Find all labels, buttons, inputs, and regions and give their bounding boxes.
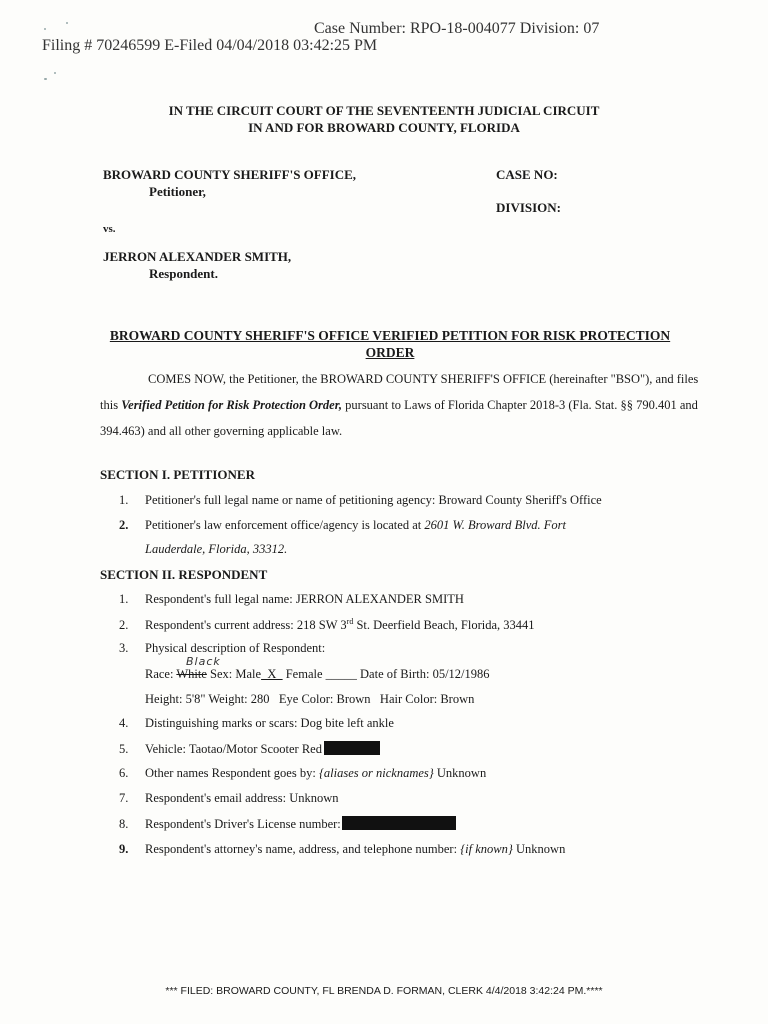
item-text: Petitioner's law enforcement office/agency is located at [145,518,425,532]
item-text: Respondent's attorney's name, address, and telephone number: [145,842,461,856]
if-known-placeholder: {if known} [460,842,513,856]
section2-item6 [119,766,486,781]
item-number: 7. [119,791,129,805]
item-text: Distinguishing marks or scars: Dog bite left ankle [145,716,394,730]
filing-line: Filing # 70246599 E-Filed 04/04/2018 03:42:25 PM [42,37,378,54]
item-number: 2. [119,618,129,633]
female-blank: _____ [325,667,357,681]
clerk-filing-stamp: *** FILED: BROWARD COUNTY, FL BRENDA D. FORMAN, CLERK 4/4/2018 3:42:24 PM.**** [165,985,603,997]
ordinal-suffix: rd [346,617,354,626]
respondent-role: Respondent. [149,266,218,281]
agency-address-line1: 2601 W. Broward Blvd. Fort [424,518,567,532]
item-number: 1. [119,592,129,606]
item-text: Petitioner's full legal name or name of petitioning agency: Broward County Sheriff's Office [145,493,602,507]
court-heading-line2: IN AND FOR BROWARD COUNTY, FLORIDA [248,120,520,135]
aliases-placeholder: {aliases or nicknames} [318,766,434,780]
section1-item2-cont [145,542,287,557]
intro-paragraph [100,366,700,444]
document-title-line2: ORDER [365,345,415,360]
section1-item2 [119,518,566,533]
item-text-cont: Unknown [433,766,487,780]
section2-item4 [119,716,394,731]
race-label: Race: [145,667,177,681]
item-number: 8. [119,817,129,831]
section2-item9 [119,842,565,857]
item-text-cont: Unknown [512,842,566,856]
section2-item2 [119,617,535,633]
case-no-label: CASE NO: [496,167,558,182]
race-sex-dob-line [145,667,490,682]
item-number: 3. [119,641,129,655]
scan-speck [54,72,56,74]
scan-speck [66,22,68,24]
petitioner-name: BROWARD COUNTY SHERIFF'S OFFICE, [103,167,357,182]
female-label: Female [282,667,326,681]
item-text: Respondent's Driver's License number: [145,817,341,831]
intro-emphasis: Verified Petition for Risk Protection Order, [121,398,343,412]
division-label: DIVISION: [496,200,562,215]
sex-label: Sex: Male [206,667,262,681]
intro-text-1: COMES NOW, the Petitioner, the BROWARD COUNTY SHERIFF'S OFFICE (hereinafter "BSO"), and files this [100,372,699,412]
redaction-bar [324,741,380,755]
item-text: Vehicle: Taotao/Motor Scooter Red [145,742,322,756]
section1-item1 [119,493,602,508]
item-number: 4. [119,716,129,730]
document-title [90,327,690,361]
section2-item1 [119,592,464,607]
date-of-birth: Date of Birth: 05/12/1986 [360,667,490,681]
intro-text-2: pursuant to Laws of Florida Chapter 2018-3 (Fla. Stat. §§ 790.401 and 394.463) and all other governing applicable law. [100,398,698,438]
agency-address-line2: Lauderdale, Florida, 33312. [145,542,288,556]
petitioner-role: Petitioner, [149,184,206,199]
section2-item7 [119,791,339,806]
court-heading-line1: IN THE CIRCUIT COURT OF THE SEVENTEENTH JUDICIAL CIRCUIT [168,103,600,118]
item-number: 9. [119,842,129,856]
item-text-cont: St. Deerfield Beach, Florida, 33441 [353,618,535,633]
item-text: Other names Respondent goes by: [145,766,319,780]
handwritten-race-correction: Black [186,655,221,668]
item-text: Respondent's full legal name: JERRON ALEXANDER SMITH [145,592,464,606]
physical-attributes-line: Height: 5'8" Weight: 280 Eye Color: Brown Hair Color: Brown [145,692,475,706]
case-number-line: Case Number: RPO-18-004077 Division: 07 [314,20,600,37]
section2-item5 [119,741,380,757]
race-struck-value: White [176,667,207,681]
section2-heading: SECTION II. RESPONDENT [100,567,268,582]
section2-item8 [119,816,456,832]
scan-speck [44,78,47,80]
item-text: Respondent's current address: 218 SW 3 [145,618,347,633]
item-number: 5. [119,742,129,756]
redaction-bar [342,816,456,830]
item-number: 2. [119,518,129,532]
section1-heading: SECTION I. PETITIONER [100,467,255,482]
item-number: 6. [119,766,129,780]
item-text: Respondent's email address: Unknown [145,791,339,805]
document-title-line1: BROWARD COUNTY SHERIFF'S OFFICE VERIFIED PETITION FOR RISK PROTECTION [109,328,671,343]
respondent-name: JERRON ALEXANDER SMITH, [103,249,292,264]
male-mark: X [261,667,283,681]
section2-item3 [119,641,325,656]
item-number: 1. [119,493,129,507]
versus-label: vs. [103,223,116,235]
scan-speck [44,28,46,30]
physical-description-label: Physical description of Respondent: [145,641,326,655]
